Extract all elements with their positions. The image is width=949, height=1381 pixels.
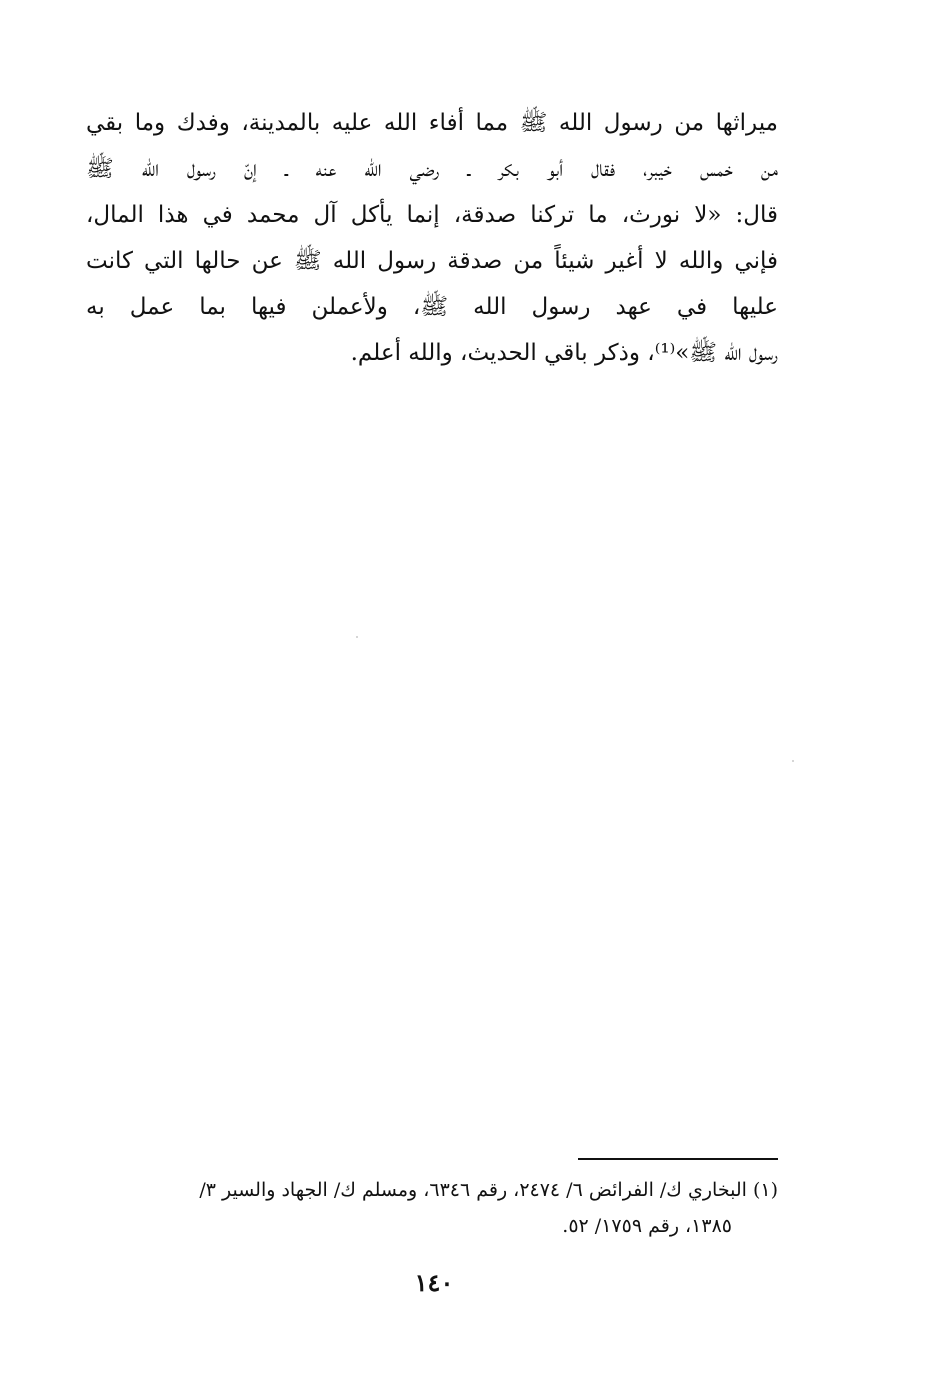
footnote-line: (١) البخاري ك/ الفرائض ٦/ ٢٤٧٤، رقم ٦٣٤٦، ومسلم ك/ الجهاد والسير ٣/ [199, 1179, 778, 1201]
text-line: ميراثها من رسول الله ﷺ مما أفاء الله عليه بالمدينة، وفدك وما بقي [86, 110, 778, 136]
text-line: عليها في عهد رسول الله ﷺ، ولأعملن فيها بما عمل به [86, 294, 778, 320]
main-text-block [86, 100, 778, 376]
page-number: ١٤٠ [414, 1268, 454, 1297]
footnotes-block [86, 1172, 778, 1244]
footnote-separator [578, 1158, 778, 1160]
scan-speck [356, 636, 358, 638]
text-line: قال: «لا نورث، ما تركنا صدقة، إنما يأكل آل محمد في هذا المال، [86, 202, 778, 228]
text-line: من خمس خيبر، فقال أبو بكر ـ رضي الله عنه ـ إنّ رسول الله ﷺ [86, 156, 778, 182]
footnote-line: ١٣٨٥، رقم ١٧٥٩/ ٥٢. [562, 1215, 732, 1237]
text-line: فإني والله لا أغير شيئاً من صدقة رسول الله ﷺ عن حالها التي كانت [86, 248, 778, 274]
text-line: رسول الله ﷺ»⁽¹⁾، وذكر باقي الحديث، والله أعلم. [350, 340, 778, 366]
scan-speck [792, 760, 794, 762]
